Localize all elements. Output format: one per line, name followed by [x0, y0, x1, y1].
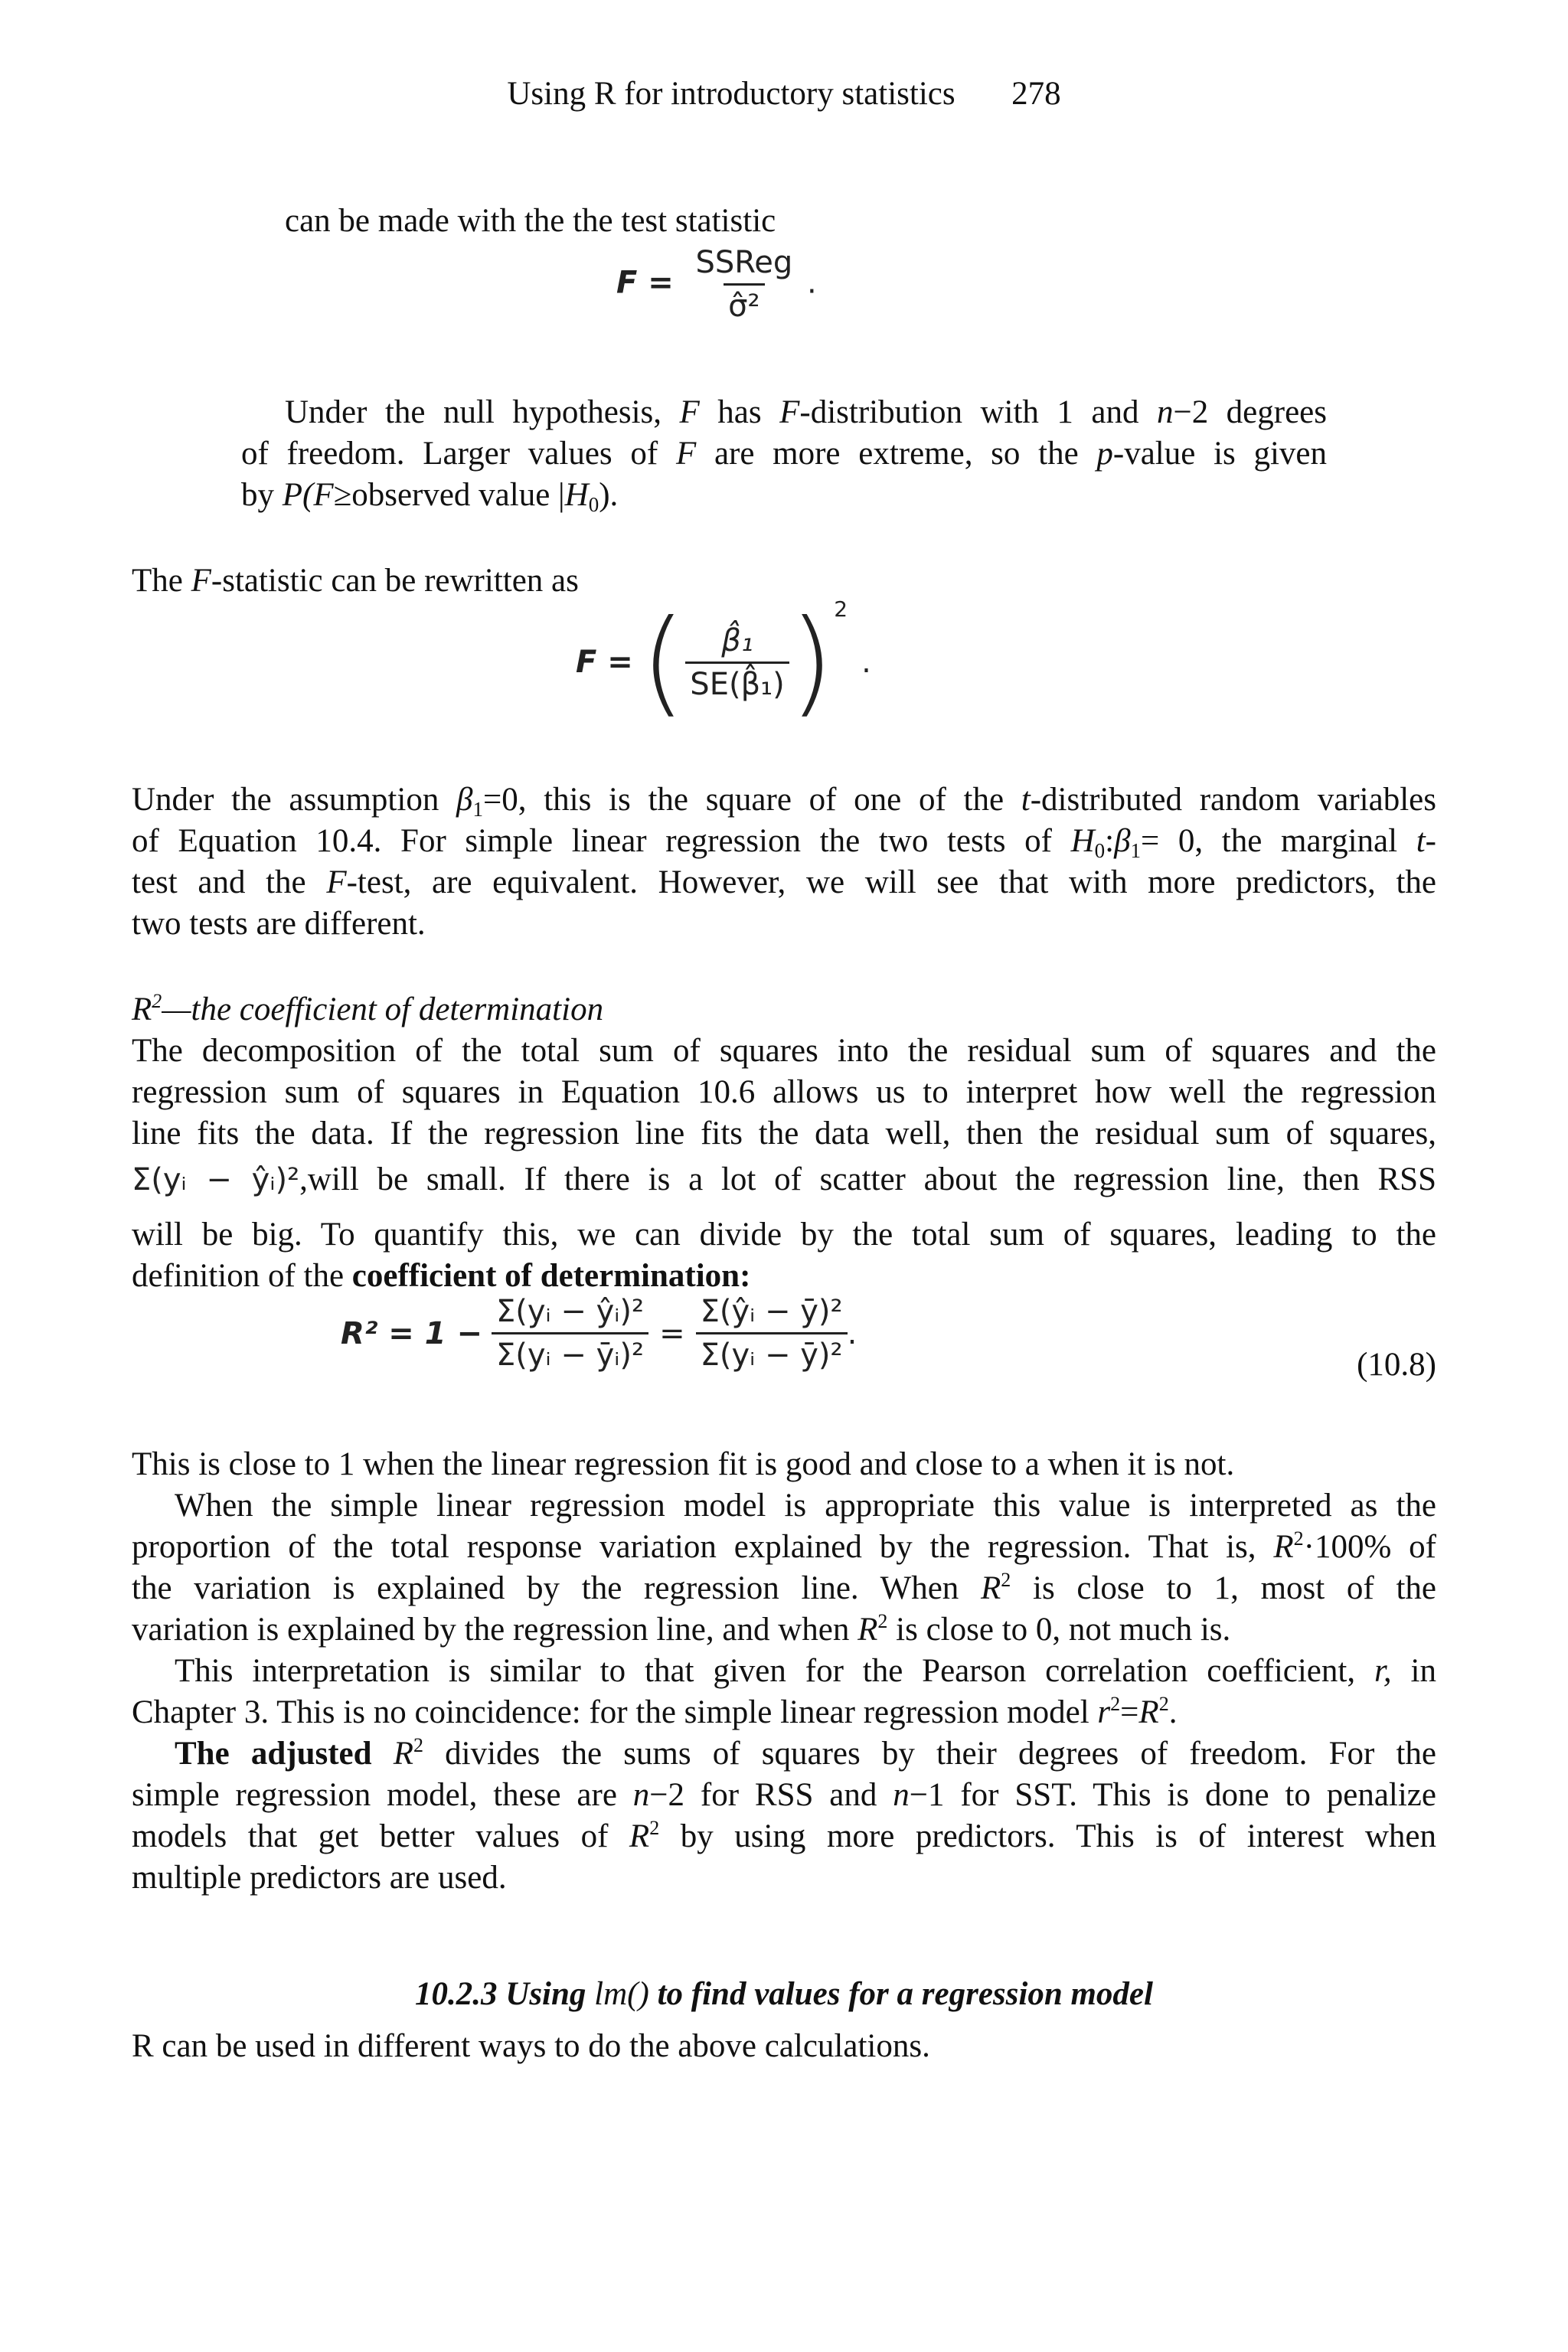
running-title: Using R for introductory statistics [507, 76, 956, 112]
r2-heading: $R^2—the$ coefficient of determination [132, 990, 604, 1027]
assumption-line-1: Under the assumption β1=0, this is the square of one of the t-distributed random variables [132, 782, 1436, 821]
running-header [0, 74, 1568, 115]
r2-line-5: will be big. To quantify this, we can divide by the total sum of squares, leading to the [132, 1217, 1436, 1253]
section-heading: 10.2.3 Using lm() to find values for a regression model [415, 1976, 1153, 2012]
boxed-intro-text: can be made with the the test statistic [285, 203, 776, 239]
adjusted-line-1: The adjusted $R^2$ divides the sums of squares by their degrees of freedom. For the [175, 1734, 1436, 1772]
r2-line-3: line fits the data. If the regression line fits the data well, then the residual sum of squares, [132, 1116, 1436, 1152]
adjusted-line-3: models that get better values of $R^2$ by using more predictors. This is of interest when [132, 1817, 1437, 1854]
r2-equation: R² = 1 − $\frac{\text{Σ(yᵢ − ŷᵢ)²}}{\text{Σ(yᵢ − ȳᵢ)²}}$ = $\frac{\text{Σ(ŷᵢ − ȳ)²}}{\text{Σ(yᵢ − ȳ)²}}$ . [341, 1294, 858, 1373]
r2-line-6: definition of the coefficient of determination: [132, 1258, 751, 1294]
equation-number: (10.8) [1357, 1347, 1436, 1383]
pearson-line-1: This interpretation is similar to that given for the Pearson correlation coefficient, r, in [175, 1653, 1436, 1689]
adjusted-line-4: multiple predictors are used. [132, 1860, 507, 1896]
assumption-line-4: two tests are different. [132, 906, 426, 942]
f-statistic-formula: F = $\frac{\text{SSReg}}{\text{σ̂²}}$ . [616, 245, 817, 324]
adjusted-line-2: simple regression model, these are n−2 for RSS and n−1 for SST. This is done to penalize [132, 1777, 1436, 1813]
interpret-line-4: variation is explained by the regression line, and when $R^2$ is close to 0, not much is. [132, 1610, 1231, 1648]
assumption-line-2: of Equation 10.4. For simple linear regression the two tests of H0:β1= 0, the marginal t- [132, 823, 1436, 862]
boxed-paragraph-line-1: Under the null hypothesis, F has F-distribution with 1 and n−2 degrees [285, 394, 1327, 430]
page-number: 278 [1011, 76, 1061, 112]
closing-line-1: This is close to 1 when the linear regression fit is good and close to a when it is not. [132, 1446, 1235, 1482]
r2-line-1: The decomposition of the total sum of squares into the residual sum of squares and the [132, 1033, 1436, 1069]
interpret-line-3: the variation is explained by the regression line. When $R^2$ is close to 1, most of the [132, 1569, 1436, 1606]
rewrite-text: The F-statistic can be rewritten as [132, 563, 579, 599]
boxed-paragraph-line-2: of freedom. Larger values of F are more extreme, so the p-value is given [241, 436, 1328, 472]
interpret-line-1: When the simple linear regression model is appropriate this value is interpreted as the [175, 1488, 1436, 1524]
interpret-line-2: proportion of the total response variation explained by the regression. That is, $R^2\cdot 100\%$ of [132, 1527, 1436, 1565]
f-squared-formula: F = ( $\frac{\text{β̂₁}}{\text{SE(β̂₁)}}$ ) 2 . [576, 596, 871, 729]
pearson-line-2: Chapter 3. This is no coincidence: for the simple linear regression model $r^2=R^2$. [132, 1693, 1178, 1730]
final-line: R can be used in different ways to do the above calculations. [132, 2028, 930, 2064]
boxed-paragraph-line-3: by P(F≥observed value |H0). [241, 477, 619, 516]
assumption-line-3: test and the F-test, are equivalent. However, we will see that with more predictors, the [132, 864, 1436, 900]
r2-line-2: regression sum of squares in Equation 10.6 allows us to interpret how well the regression [132, 1074, 1436, 1110]
r2-line-4: Σ(yᵢ − ŷᵢ)²,will be small. If there is a lot of scatter about the regression line, then RSS [132, 1161, 1436, 1197]
